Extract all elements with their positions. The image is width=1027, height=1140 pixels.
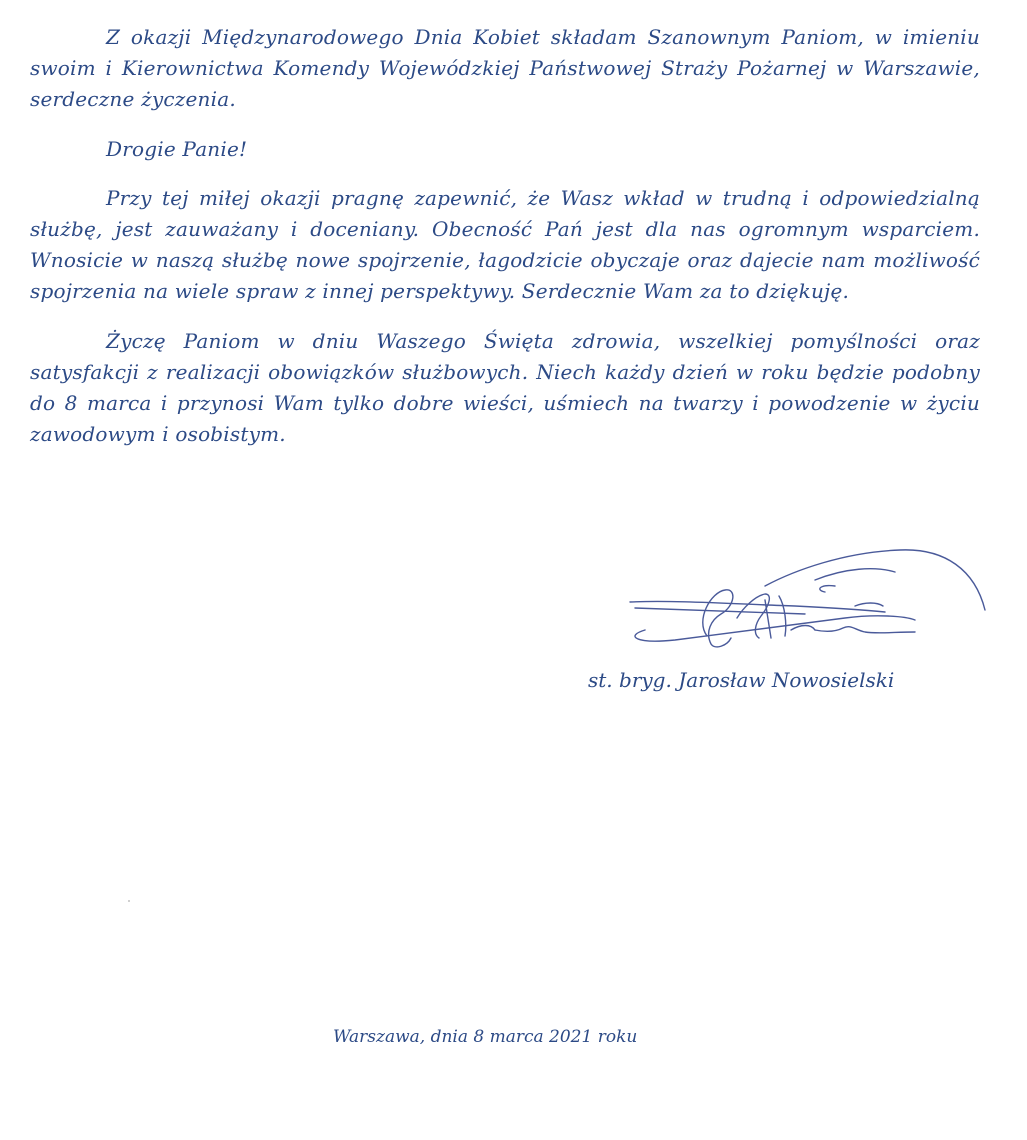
letter-paragraph-2: Życzę Paniom w dniu Waszego Święta zdrowia, wszelkiej pomyślności oraz satysfakcji z realizacji obowiązków służbowych. Niech każdy dzień w roku będzie podobny do 8 marca i przynosi Wam tylko dobre wieści, uśmiech na twarzy i powodzenie w życiu zawodowym i osobistym.: [30, 329, 980, 446]
letter-salutation: Drogie Panie!: [106, 137, 248, 161]
scan-speck: [128, 900, 130, 902]
letter-body: [30, 22, 980, 450]
letter-paragraph-1: Przy tej miłej okazji pragnę zapewnić, że Wasz wkład w trudną i odpowiedzialną służbę, jest zauważany i doceniany. Obecność Pań jest dla nas ogromnym wsparciem. Wnosicie w naszą służbę nowe spojrzenie, łagodzicie obyczaje oraz dajecie nam możliwość spojrzenia na wiele spraw z innej perspektywy. Serdecznie Wam za to dziękuję.: [30, 186, 980, 303]
letter-intro-paragraph: Z okazji Międzynarodowego Dnia Kobiet składam Szanownym Paniom, w imieniu swoim i Kierownictwa Komendy Wojewódzkiej Państwowej Straży Pożarnej w Warszawie, serdeczne życzenia.: [30, 25, 980, 111]
handwritten-signature: [615, 540, 1015, 670]
signer-name: st. bryg. Jarosław Nowosielski: [588, 668, 895, 692]
letter-date: Warszawa, dnia 8 marca 2021 roku: [333, 1027, 638, 1047]
